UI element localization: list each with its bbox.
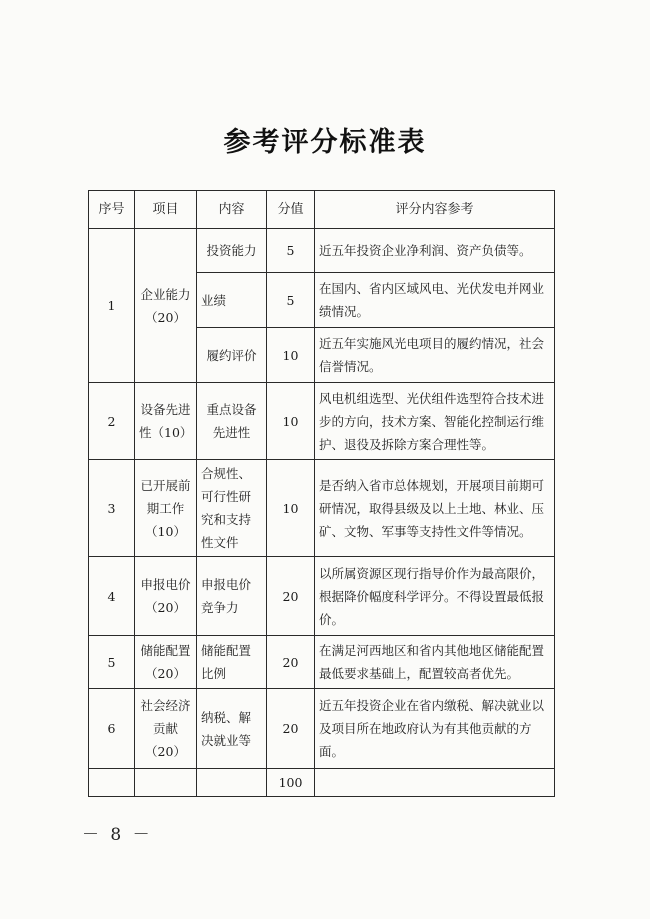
row-score: 20	[267, 689, 315, 769]
row-score: 20	[267, 636, 315, 689]
table-row	[89, 689, 555, 769]
row-score: 10	[267, 328, 315, 383]
row-content: 业绩	[197, 273, 267, 328]
row-score: 5	[267, 229, 315, 273]
row-score: 5	[267, 273, 315, 328]
header-project: 项目	[135, 191, 197, 229]
row-reference: 是否纳入省市总体规划，开展项目前期可研情况，取得县级及以上土地、林业、压矿、文物、军事等支持性文件等情况。	[315, 460, 555, 557]
header-score: 分值	[267, 191, 315, 229]
total-row	[89, 769, 555, 797]
row-project: 已开展前期工作（10）	[135, 460, 197, 557]
total-score: 100	[267, 769, 315, 797]
row-reference: 近五年实施风光电项目的履约情况，社会信誉情况。	[315, 328, 555, 383]
row-content: 储能配置比例	[197, 636, 267, 689]
row-reference: 在满足河西地区和省内其他地区储能配置最低要求基础上，配置较高者优先。	[315, 636, 555, 689]
header-reference: 评分内容参考	[315, 191, 555, 229]
row-project: 社会经济贡献（20）	[135, 689, 197, 769]
row-content: 履约评价	[197, 328, 267, 383]
row-project: 设备先进性（10）	[135, 383, 197, 460]
table-row	[89, 460, 555, 557]
row-number: 4	[89, 557, 135, 636]
row-score: 10	[267, 383, 315, 460]
total-empty-cell	[197, 769, 267, 797]
row-score: 10	[267, 460, 315, 557]
table-header-row	[89, 191, 555, 229]
table-row	[89, 557, 555, 636]
total-empty-cell	[315, 769, 555, 797]
row-content: 申报电价竞争力	[197, 557, 267, 636]
row-content: 纳税、解决就业等	[197, 689, 267, 769]
page-number: － 8 －	[82, 825, 153, 845]
row-content: 重点设备先进性	[197, 383, 267, 460]
row-project: 储能配置（20）	[135, 636, 197, 689]
row-number: 3	[89, 460, 135, 557]
row-number: 6	[89, 689, 135, 769]
table-row	[89, 636, 555, 689]
row-project: 企业能力（20）	[135, 229, 197, 383]
row-reference: 近五年投资企业在省内缴税、解决就业以及项目所在地政府认为有其他贡献的方面。	[315, 689, 555, 769]
row-score: 20	[267, 557, 315, 636]
row-project: 申报电价（20）	[135, 557, 197, 636]
row-content: 合规性、可行性研究和支持性文件	[197, 460, 267, 557]
document-title: 参考评分标准表	[223, 127, 427, 158]
row-reference: 以所属资源区现行指导价作为最高限价，根据降价幅度科学评分。不得设置最低报价。	[315, 557, 555, 636]
scoring-table	[88, 190, 555, 797]
total-empty-cell	[135, 769, 197, 797]
row-number: 5	[89, 636, 135, 689]
row-reference: 在国内、省内区域风电、光伏发电并网业绩情况。	[315, 273, 555, 328]
header-no: 序号	[89, 191, 135, 229]
row-content: 投资能力	[197, 229, 267, 273]
total-empty-cell	[89, 769, 135, 797]
row-number: 1	[89, 229, 135, 383]
row-reference: 风电机组选型、光伏组件选型符合技术进步的方向，技术方案、智能化控制运行维护、退役及拆除方案合理性等。	[315, 383, 555, 460]
row-number: 2	[89, 383, 135, 460]
header-content: 内容	[197, 191, 267, 229]
row-reference: 近五年投资企业净利润、资产负债等。	[315, 229, 555, 273]
table-row	[89, 229, 555, 273]
table-row	[89, 383, 555, 460]
